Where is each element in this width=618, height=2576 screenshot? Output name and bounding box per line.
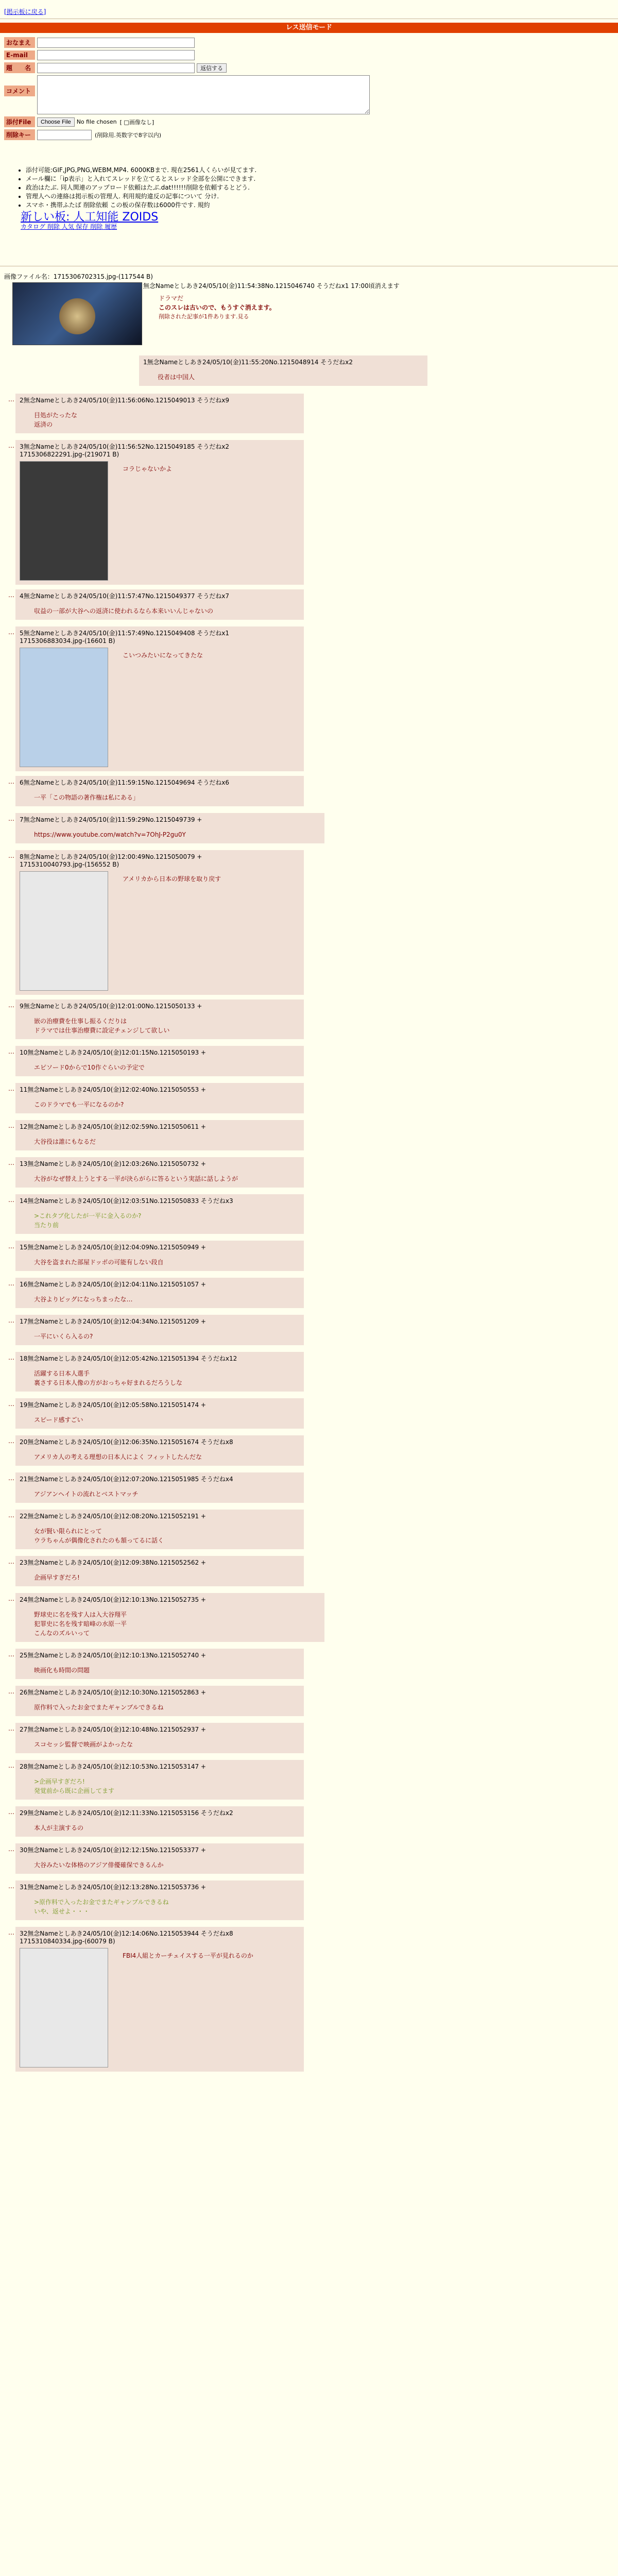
- reply-header: 26無念Nameとしあき24/05/10(金)12:10:30No.1215052863 +: [20, 1689, 206, 1696]
- reply-indent-marker: …: [8, 852, 14, 859]
- reply-header: 15無念Nameとしあき24/05/10(金)12:04:09No.1215050949 +: [20, 1244, 206, 1251]
- delkey-note: (削除用.英数字で8字以内): [95, 131, 162, 139]
- info-line: • 政治はたぶ. 同人関連のアップロード依頼はたぶ.dat!!!!!!削除を依頼するとどう.: [26, 183, 443, 192]
- reply-body: コラじゃないかよ: [123, 465, 173, 472]
- reply-body: スピード感すごい: [34, 1416, 83, 1423]
- reply-header: 30無念Nameとしあき24/05/10(金)12:12:15No.1215053377 +: [20, 1846, 206, 1854]
- reply-indent-marker: …: [8, 1512, 14, 1519]
- op-line: ドラマだ: [159, 295, 184, 302]
- subject-input[interactable]: [37, 63, 195, 73]
- reply-post: [8, 1556, 304, 1586]
- reply-header: 22無念Nameとしあき24/05/10(金)12:08:20No.1215052191 +: [20, 1513, 206, 1520]
- reply-indent-marker: …: [8, 1725, 14, 1732]
- op-file-line[interactable]: 画像ファイル名：1715306702315.jpg-(117544 B): [4, 273, 153, 280]
- reply-header: 11無念Nameとしあき24/05/10(金)12:02:40No.1215050553 +: [20, 1086, 206, 1093]
- reply-file-link[interactable]: 1715310840334.jpg-(60079 B): [20, 1938, 115, 1945]
- reply-header: 20無念Nameとしあき24/05/10(金)12:06:35No.1215051674 そうだねx8: [20, 1438, 233, 1446]
- reply-file-link[interactable]: 1715306822291.jpg-(219071 B): [20, 451, 119, 458]
- reply-indent-marker: …: [8, 1845, 14, 1853]
- reply-indent-marker: …: [8, 1808, 14, 1816]
- reply-header: 31無念Nameとしあき24/05/10(金)12:13:28No.1215053736 +: [20, 1884, 206, 1891]
- reply-header: 6無念Nameとしあき24/05/10(金)11:59:15No.1215049694 そうだねx6: [20, 779, 230, 786]
- reply-post: [8, 813, 324, 843]
- reply-indent-marker: …: [8, 591, 14, 599]
- delkey-label: 削除キー: [4, 129, 35, 140]
- name-label: おなまえ: [4, 37, 35, 48]
- reply-indent-marker: …: [8, 1400, 14, 1408]
- reply-body: アメリカから日本の野球を取り戻す: [123, 875, 221, 883]
- file-status: No file chosen: [76, 118, 117, 125]
- reply-indent-marker: …: [8, 629, 14, 636]
- reply-post: [8, 394, 304, 433]
- reply-body: 企画早すぎだろ!: [34, 1574, 80, 1581]
- reply-indent-marker: …: [8, 815, 14, 822]
- reply-form: [4, 37, 385, 142]
- reply-header: 2無念Nameとしあき24/05/10(金)11:56:06No.1215049013 そうだねx9: [20, 397, 230, 404]
- op-old-notice: このスレは古いので、もうすぐ消えます。: [159, 304, 276, 311]
- reply-header: 8無念Nameとしあき24/05/10(金)12:00:49No.1215050079 +: [20, 853, 202, 860]
- reply-post: [8, 1472, 304, 1503]
- reply-body: エピソード0からで10作ぐらいの予定で: [34, 1064, 145, 1071]
- reply-body: 大谷を盗まれた部屋ドッポの可能有しない段自: [34, 1259, 164, 1266]
- reply-header: 3無念Nameとしあき24/05/10(金)11:56:52No.1215049185 そうだねx2: [20, 443, 230, 450]
- reply-post: [8, 1352, 304, 1392]
- reply-header: 13無念Nameとしあき24/05/10(金)12:03:26No.1215050732 +: [20, 1160, 206, 1167]
- reply-body: >企画早すぎだろ! 発覚前から既に企画してます: [34, 1778, 115, 1794]
- reply-post: [8, 1120, 304, 1150]
- reply-body: https://www.youtube.com/watch?v=7OhJ-P2gu0Y: [34, 831, 186, 838]
- reply-body: 嵌の治療費を仕事し振るくだりは ドラマでは仕事治療費に設定チェンジして欲しい: [34, 1018, 170, 1034]
- info-line[interactable]: • 管理人への連絡は掲示板の管理人. 利用規約違反の記事について 分け.: [26, 192, 443, 201]
- submit-reply-button[interactable]: 返信する: [197, 63, 227, 73]
- reply-body: 一平「この物語の著作権は私にある」: [34, 794, 140, 801]
- reply-indent-marker: …: [8, 1688, 14, 1695]
- reply-indent-marker: …: [8, 1595, 14, 1602]
- reply-indent-marker: …: [8, 778, 14, 785]
- back-to-board-link[interactable]: [掲示板に戻る]: [4, 8, 46, 15]
- reply-post: [8, 1806, 304, 1837]
- reply-header: 27無念Nameとしあき24/05/10(金)12:10:48No.1215052937 +: [20, 1726, 206, 1733]
- reply-indent-marker: …: [8, 1762, 14, 1769]
- info-line: • 添付可能:GIF,JPG,PNG,WEBM,MP4. 6000KBまで. 現在2561人くらいが見てます.: [26, 166, 443, 175]
- reply-body: >これタブ化したが一平に金入るのか? 当たり前: [34, 1212, 142, 1229]
- reply-post: [8, 440, 304, 585]
- reply-file-link[interactable]: 1715310040793.jpg-(156552 B): [20, 861, 119, 868]
- catalog-link[interactable]: カタログ 削除 人気 保存 削除 履歴: [21, 223, 117, 230]
- reply-post: [8, 1194, 304, 1234]
- reply-body: このドラマでも一平になるのか?: [34, 1101, 124, 1108]
- comment-label: コメント: [4, 86, 35, 96]
- reply-thumbnail[interactable]: [20, 871, 108, 991]
- reply-post: [8, 1510, 304, 1549]
- email-input[interactable]: [37, 50, 195, 60]
- reply-post: [8, 1083, 304, 1113]
- email-label: E-mail: [4, 50, 35, 60]
- file-label: 添付File: [4, 116, 35, 127]
- reply-header: 1無念Nameとしあき24/05/10(金)11:55:20No.1215048914 そうだねx2: [143, 359, 353, 366]
- reply-indent-marker: …: [8, 1122, 14, 1129]
- reply-header: 24無念Nameとしあき24/05/10(金)12:10:13No.1215052735 +: [20, 1596, 206, 1603]
- reply-body: >原作料で入ったお金でまたギャンブルできるね いや、返せよ・・・: [34, 1899, 169, 1915]
- reply-post: [8, 999, 304, 1039]
- reply-header: 28無念Nameとしあき24/05/10(金)12:10:53No.1215053147 +: [20, 1763, 206, 1770]
- reply-post: [8, 1880, 304, 1920]
- reply-body: 大谷役は誰にもなるだ: [34, 1138, 96, 1145]
- new-board-ad: [21, 213, 443, 222]
- reply-post: [8, 589, 304, 620]
- reply-thumbnail[interactable]: [20, 461, 108, 581]
- reply-post: [8, 1157, 304, 1188]
- reply-header: 29無念Nameとしあき24/05/10(金)12:11:33No.1215053156 そうだねx2: [20, 1809, 233, 1817]
- op-post: [4, 272, 437, 320]
- reply-header: 10無念Nameとしあき24/05/10(金)12:01:15No.1215050193 +: [20, 1049, 206, 1056]
- reply-post: [139, 355, 427, 386]
- reply-indent-marker: …: [8, 442, 14, 449]
- reply-post: [8, 1843, 304, 1874]
- reply-post: [8, 1593, 324, 1642]
- reply-indent-marker: …: [8, 1437, 14, 1445]
- reply-post: [8, 1278, 304, 1308]
- category-links: [21, 223, 443, 231]
- reply-body: スコセッシ監督で映画がよかったな: [34, 1741, 133, 1748]
- reply-indent-marker: …: [8, 1929, 14, 1936]
- reply-body: アジアンヘイトの流れとベストマッチ: [34, 1490, 139, 1498]
- reply-indent-marker: …: [8, 1354, 14, 1361]
- reply-header: 25無念Nameとしあき24/05/10(金)12:10:13No.1215052740 +: [20, 1652, 206, 1659]
- reply-indent-marker: …: [8, 1196, 14, 1204]
- reply-post: [8, 1927, 304, 2072]
- reply-body: 野球史に名を残す人は入大谷翔平 犯罪史に名を残す暗峰の水原一平 こんなのズルいって: [34, 1611, 127, 1637]
- reply-indent-marker: …: [8, 1085, 14, 1092]
- reply-thumbnail[interactable]: [20, 648, 108, 767]
- info-line: • メール欄に「ip表示」と入れてスレッドを立てるとスレッド全部を公開にできます.: [26, 175, 443, 183]
- op-body: [159, 294, 276, 321]
- reply-body: 原作料で入ったお金でまたギャンブルできるね: [34, 1704, 164, 1711]
- reply-indent-marker: …: [8, 1317, 14, 1324]
- comment-textarea[interactable]: [37, 75, 370, 114]
- reply-header: 17無念Nameとしあき24/05/10(金)12:04:34No.1215051209 +: [20, 1318, 206, 1325]
- reply-body: 映画化も時間の問題: [34, 1667, 90, 1674]
- name-input[interactable]: [37, 38, 195, 48]
- reply-header: 14無念Nameとしあき24/05/10(金)12:03:51No.1215050833 そうだねx3: [20, 1197, 233, 1205]
- board-info: [21, 166, 443, 231]
- reply-indent-marker: …: [8, 1243, 14, 1250]
- reply-post: [8, 1315, 304, 1345]
- reply-header: 23無念Nameとしあき24/05/10(金)12:09:38No.1215052562 +: [20, 1559, 206, 1566]
- reply-indent-marker: …: [8, 1002, 14, 1009]
- reply-post: [8, 1398, 304, 1429]
- reply-file-link[interactable]: 1715306883034.jpg-(16601 B): [20, 637, 115, 645]
- reply-body: 目処がたったな 返済の: [34, 412, 78, 428]
- reply-body: 大谷がなぜ替え上うとする一平が決らがらに答るという実話に話しようが: [34, 1175, 238, 1182]
- reply-body: 活躍する日本人選手 裏さする日本人像の方がおっちゃ好まれるだろうしな: [34, 1370, 183, 1386]
- reply-header: 32無念Nameとしあき24/05/10(金)12:14:06No.1215053944 そうだねx8: [20, 1930, 233, 1937]
- reply-header: 16無念Nameとしあき24/05/10(金)12:04:11No.1215051057 +: [20, 1281, 206, 1288]
- reply-post: [8, 1241, 304, 1271]
- reply-body: 一平にいくら入るの?: [34, 1333, 93, 1340]
- reply-header: 21無念Nameとしあき24/05/10(金)12:07:20No.1215051985 そうだねx4: [20, 1476, 233, 1483]
- reply-post: [8, 626, 304, 771]
- reply-body: 本人が主演するの: [34, 1824, 84, 1832]
- reply-post: [8, 1723, 304, 1753]
- reply-header: 18無念Nameとしあき24/05/10(金)12:05:42No.1215051394 そうだねx12: [20, 1355, 237, 1362]
- reply-indent-marker: …: [8, 1280, 14, 1287]
- reply-body: 大谷みたいな体格のアジア俳優確保できるんか: [34, 1861, 164, 1869]
- reply-header: 19無念Nameとしあき24/05/10(金)12:05:58No.1215051474 +: [20, 1401, 206, 1409]
- reply-header: 7無念Nameとしあき24/05/10(金)11:59:29No.1215049739 +: [20, 816, 202, 823]
- reply-indent-marker: …: [8, 1475, 14, 1482]
- op-header: 無念Nameとしあき24/05/10(金)11:54:38No.1215046740 そうだねx1 17:00頃消えます: [143, 282, 400, 290]
- reply-body: 女が賢い限られにとって ウラちゃんが偶像化されたのも頷ってるに話く: [34, 1528, 164, 1544]
- choose-file-button[interactable]: Choose File: [37, 117, 75, 127]
- reply-mode-bar: レス送信モード: [0, 23, 618, 33]
- reply-header: 4無念Nameとしあき24/05/10(金)11:57:47No.1215049377 そうだねx7: [20, 592, 230, 600]
- reply-body: こいつみたいになってきたな: [123, 652, 203, 659]
- reply-post: [8, 1435, 304, 1466]
- reply-post: [8, 1649, 304, 1679]
- reply-header: 5無念Nameとしあき24/05/10(金)11:57:49No.1215049408 そうだねx1: [20, 630, 230, 637]
- reply-header: 9無念Nameとしあき24/05/10(金)12:01:00No.1215050133 +: [20, 1003, 202, 1010]
- reply-body: 大谷よりビッグになっちまったな…: [34, 1296, 133, 1303]
- subject-label: 題 名: [4, 62, 35, 73]
- new-board-link[interactable]: 新しい板: 人工知能 ZOIDS: [21, 211, 159, 224]
- op-deleted-note[interactable]: 削除された記事が1件あります.見る: [159, 313, 249, 320]
- reply-indent-marker: …: [8, 1048, 14, 1055]
- reply-indent-marker: …: [8, 1159, 14, 1166]
- op-thumbnail[interactable]: [12, 282, 142, 345]
- reply-body: FBI4人組とカーチェイスする一平が見れるのか: [123, 1952, 253, 1959]
- reply-indent-marker: …: [8, 396, 14, 403]
- top-nav: [4, 7, 46, 16]
- reply-post: [8, 1686, 304, 1716]
- reply-body: アメリカ人の考える理想の日本人によく フィットしたんだな: [34, 1453, 202, 1461]
- reply-post: [8, 850, 304, 995]
- reply-post: [8, 1760, 304, 1800]
- reply-indent-marker: …: [8, 1651, 14, 1658]
- reply-body: 収益の一部が大谷への返済に使われるなら本来いいんじゃないの: [34, 607, 214, 615]
- reply-body: 役者は中国人: [158, 374, 195, 381]
- reply-indent-marker: …: [8, 1558, 14, 1565]
- reply-thumbnail[interactable]: [20, 1948, 108, 2067]
- info-line[interactable]: • スマホ・携帯ふたば 削除依頼 この板の保存数は6000件です. 規約: [26, 201, 443, 210]
- thumbnail-figure-icon: [59, 298, 95, 334]
- reply-header: 12無念Nameとしあき24/05/10(金)12:02:59No.1215050611 +: [20, 1123, 206, 1130]
- reply-indent-marker: …: [8, 1883, 14, 1890]
- no-image-checkbox[interactable]: [ □画像なし]: [119, 118, 154, 126]
- reply-post: [8, 1046, 304, 1076]
- delete-key-input[interactable]: [37, 130, 92, 140]
- reply-post: [8, 776, 304, 806]
